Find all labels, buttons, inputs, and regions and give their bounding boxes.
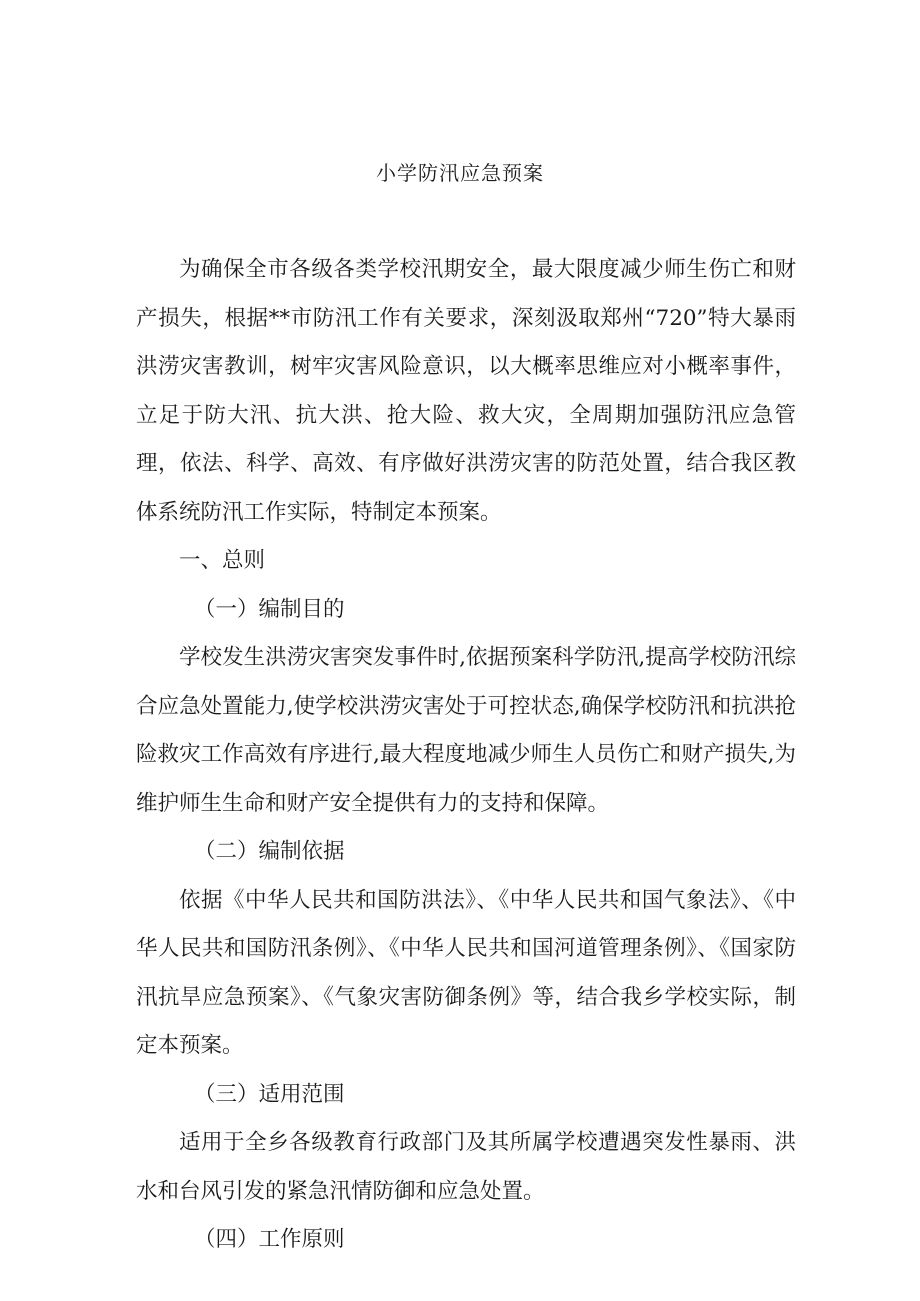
scope-paragraph: 适用于全乡各级教育行政部门及其所属学校遭遇突发性暴雨、洪水和台风引发的紧急汛情防御和应急处置。 [136, 1130, 796, 1204]
subsection-heading-purpose: （一）编制目的 [194, 596, 345, 622]
document-title: 小学防汛应急预案 [376, 161, 544, 185]
basis-paragraph: 依据《中华人民共和国防洪法》、《中华人民共和国气象法》、《中华人民共和国防汛条例》、《中华人民共和国河道管理条例》、《国家防汛抗旱应急预案》、《气象灾害防御条例》等，结合我乡学校实际，制定本预案。 [136, 887, 796, 1058]
subsection-heading-basis: （二）编制依据 [194, 839, 345, 864]
intro-paragraph: 为确保全市各级各类学校汛期安全，最大限度减少师生伤亡和财产损失，根据**市防汛工作有关要求，深刻汲取郑州“720”特大暴雨洪涝灾害教训，树牢灾害风险意识，以大概率思维应对小概率事件，立足于防大汛、抗大洪、抢大险、救大灾，全周期加强防汛应急管理，依法、科学、高效、有序做好洪涝灾害的防范处置，结合我区教体系统防汛工作实际，特制定本预案。 [136, 257, 796, 525]
subsection-heading-scope: （三）适用范围 [194, 1081, 345, 1107]
document-body [136, 246, 796, 1265]
subsection-heading-principles: （四）工作原则 [194, 1227, 345, 1252]
section-heading-general: 一、总则 [179, 548, 266, 573]
purpose-paragraph: 学校发生洪涝灾害突发事件时,依据预案科学防汛,提高学校防汛综合应急处置能力,使学校洪涝灾害处于可控状态,确保学校防汛和抗洪抢险救灾工作高效有序进行,最大程度地减少师生人员伤亡和财产损失,为维护师生生命和财产安全提供有力的支持和保障。 [136, 645, 796, 816]
